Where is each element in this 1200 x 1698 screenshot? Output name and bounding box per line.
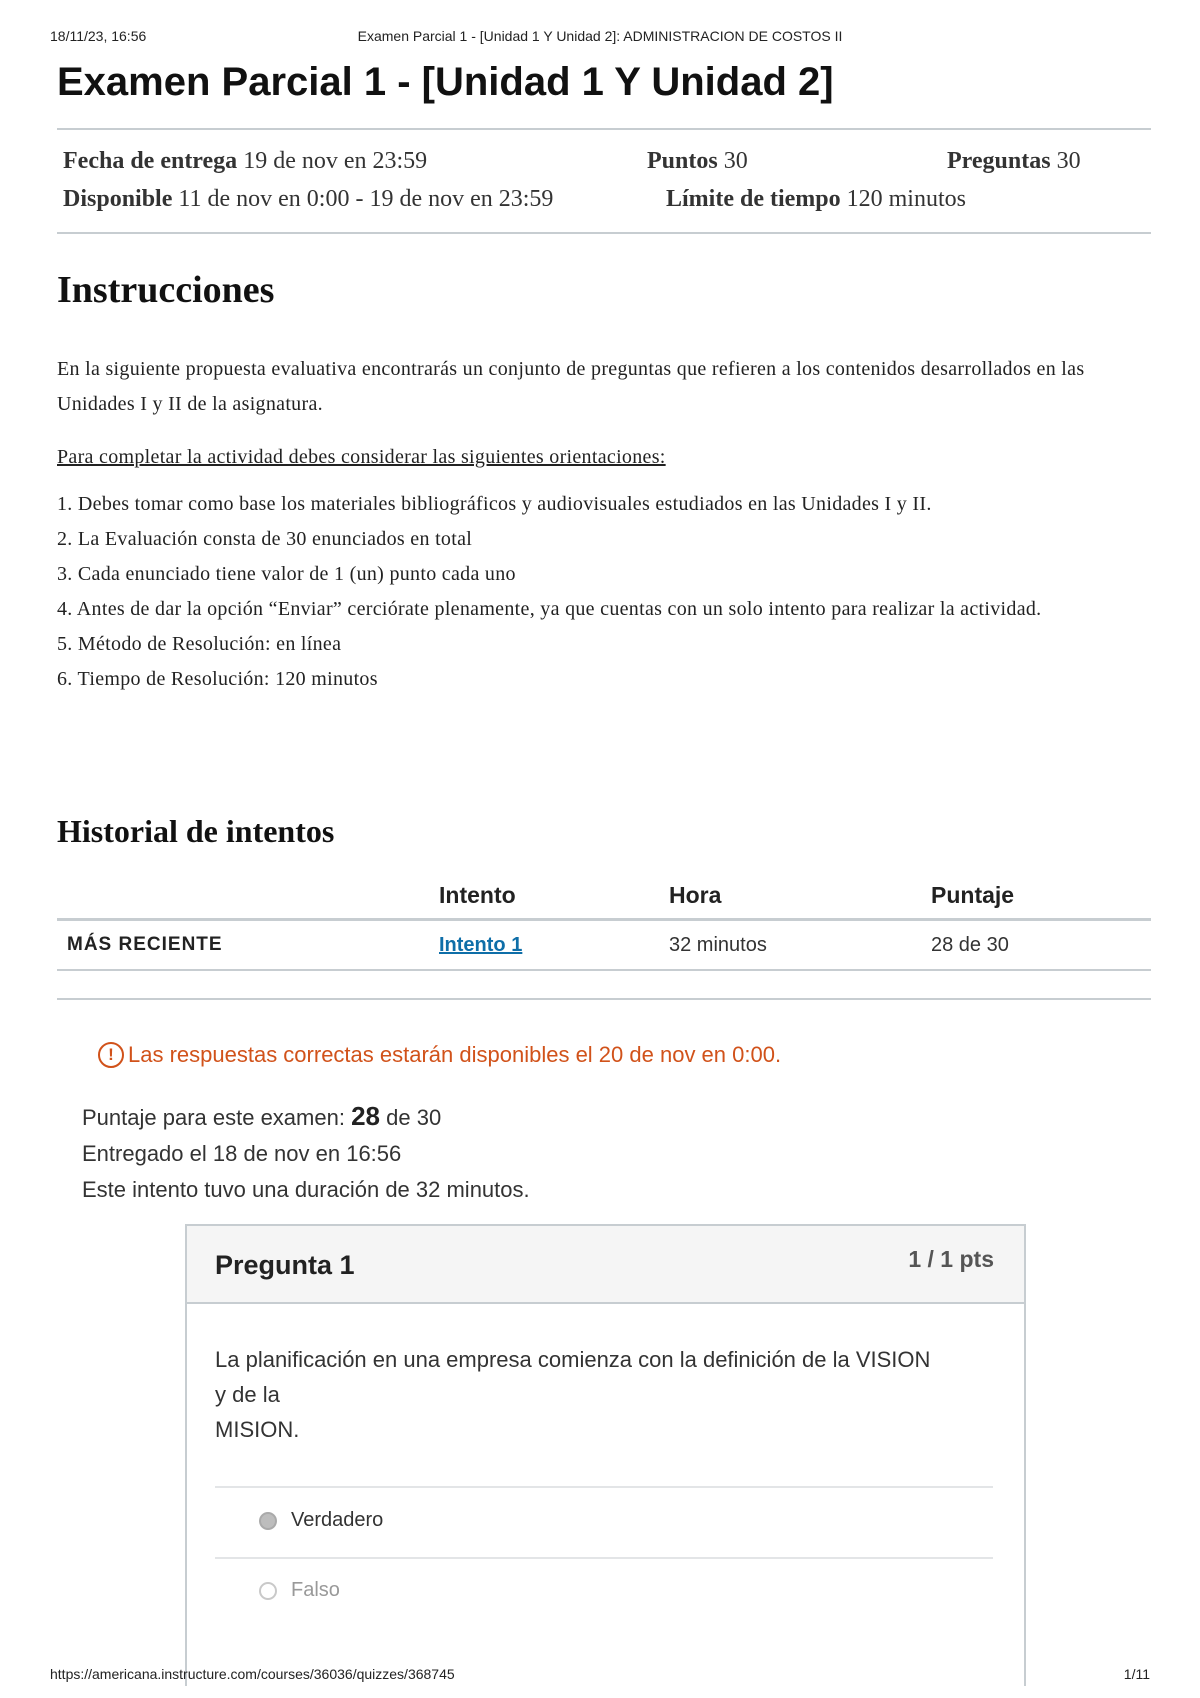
history-col-time: Hora xyxy=(659,872,921,920)
meta-time-limit xyxy=(666,186,966,213)
meta-available-label: Disponible xyxy=(63,186,173,212)
instructions-item: 5. Método de Resolución: en línea xyxy=(57,633,342,655)
print-doc-title: Examen Parcial 1 - [Unidad 1 Y Unidad 2]: ADMINISTRACION DE COSTOS II xyxy=(357,28,843,44)
answer-option-label: Verdadero xyxy=(291,1509,384,1531)
score-line xyxy=(82,1098,530,1136)
question-text-line: y de la xyxy=(215,1382,280,1407)
meta-available-value: 11 de nov en 0:00 - 19 de nov en 23:59 xyxy=(178,186,554,212)
question-title: Pregunta 1 xyxy=(215,1250,355,1280)
meta-due-label: Fecha de entrega xyxy=(63,148,238,174)
instructions-list xyxy=(57,487,1097,697)
question-card xyxy=(185,1224,1026,1686)
meta-available xyxy=(63,186,553,213)
instructions-heading: Instrucciones xyxy=(57,269,275,311)
history-table xyxy=(57,872,1151,971)
meta-points-label: Puntos xyxy=(647,148,718,174)
meta-questions xyxy=(947,148,1081,175)
duration-line: Este intento tuvo una duración de 32 minutos. xyxy=(82,1177,530,1202)
question-text-line: La planificación en una empresa comienza con la definición de la VISION xyxy=(215,1347,931,1372)
answers-notice-text: Las respuestas correctas estarán disponibles el 20 de nov en 0:00. xyxy=(128,1042,782,1067)
instructions-item: 1. Debes tomar como base los materiales bibliográficos y audiovisuales estudiados en las Unidades I y II. xyxy=(57,493,932,515)
answers-notice xyxy=(98,1042,781,1068)
meta-time-limit-value: 120 minutos xyxy=(846,186,966,212)
question-header xyxy=(187,1226,1024,1304)
radio-selected-icon[interactable] xyxy=(259,1512,277,1530)
instructions-item: 4. Antes de dar la opción “Enviar” cerciórate plenamente, ya que cuentas con un solo intento para realizar la actividad. xyxy=(57,598,1042,620)
question-text-line: MISION. xyxy=(215,1417,300,1442)
meta-due xyxy=(63,148,427,175)
history-row-attempt-cell xyxy=(429,920,659,971)
warning-icon: ! xyxy=(98,1042,124,1068)
history-header-row xyxy=(57,872,1151,920)
instructions-item: 3. Cada enunciado tiene valor de 1 (un) punto cada uno xyxy=(57,563,516,585)
meta-time-limit-label: Límite de tiempo xyxy=(666,186,841,212)
history-heading: Historial de intentos xyxy=(57,813,335,849)
history-divider xyxy=(57,998,1151,1000)
meta-questions-value: 30 xyxy=(1056,148,1081,174)
option-divider xyxy=(215,1557,993,1559)
print-date: 18/11/23, 16:56 xyxy=(50,28,147,44)
meta-questions-label: Preguntas xyxy=(947,148,1051,174)
question-text xyxy=(215,1342,995,1447)
attempt-link[interactable]: Intento 1 xyxy=(439,933,523,956)
score-info xyxy=(82,1098,530,1208)
score-value: 28 xyxy=(351,1101,380,1131)
answer-option-falso[interactable] xyxy=(259,1579,340,1602)
instructions-item: 6. Tiempo de Resolución: 120 minutos xyxy=(57,668,378,690)
instructions-item: 2. La Evaluación consta de 30 enunciados en total xyxy=(57,528,473,550)
history-col-score: Puntaje xyxy=(921,872,1151,920)
question-points: 1 / 1 pts xyxy=(908,1246,994,1272)
score-prefix: Puntaje para este examen: xyxy=(82,1105,345,1130)
option-divider xyxy=(215,1486,993,1488)
meta-divider xyxy=(57,232,1151,234)
meta-points xyxy=(647,148,748,175)
table-row xyxy=(57,920,1151,971)
score-suffix: de 30 xyxy=(386,1105,442,1130)
print-url: https://americana.instructure.com/courses/36036/quizzes/368745 xyxy=(50,1666,455,1682)
radio-unselected-icon[interactable] xyxy=(259,1582,277,1600)
history-col-attempt: Intento xyxy=(429,872,659,920)
meta-points-value: 30 xyxy=(723,148,748,174)
print-footer xyxy=(50,1666,1150,1686)
answer-option-label: Falso xyxy=(291,1579,340,1601)
submitted-line: Entregado el 18 de nov en 16:56 xyxy=(82,1141,402,1166)
instructions-intro: En la siguiente propuesta evaluativa encontrarás un conjunto de preguntas que refieren a los contenidos desarrollados en las Unidades I y II de la asignatura. xyxy=(57,358,1085,415)
title-divider xyxy=(57,128,1151,130)
page-title: Examen Parcial 1 - [Unidad 1 Y Unidad 2] xyxy=(57,60,834,104)
history-col-label xyxy=(57,872,429,920)
answer-option-verdadero[interactable] xyxy=(259,1509,383,1532)
history-row-score: 28 de 30 xyxy=(921,920,1151,971)
print-header xyxy=(50,28,1150,48)
instructions-body xyxy=(57,352,1097,697)
print-page-number: 1/11 xyxy=(1123,1666,1150,1682)
history-row-label: MÁS RECIENTE xyxy=(57,920,429,971)
history-row-time: 32 minutos xyxy=(659,920,921,971)
instructions-subheading: Para completar la actividad debes considerar las siguientes orientaciones: xyxy=(57,446,666,468)
meta-due-value: 19 de nov en 23:59 xyxy=(243,148,428,174)
